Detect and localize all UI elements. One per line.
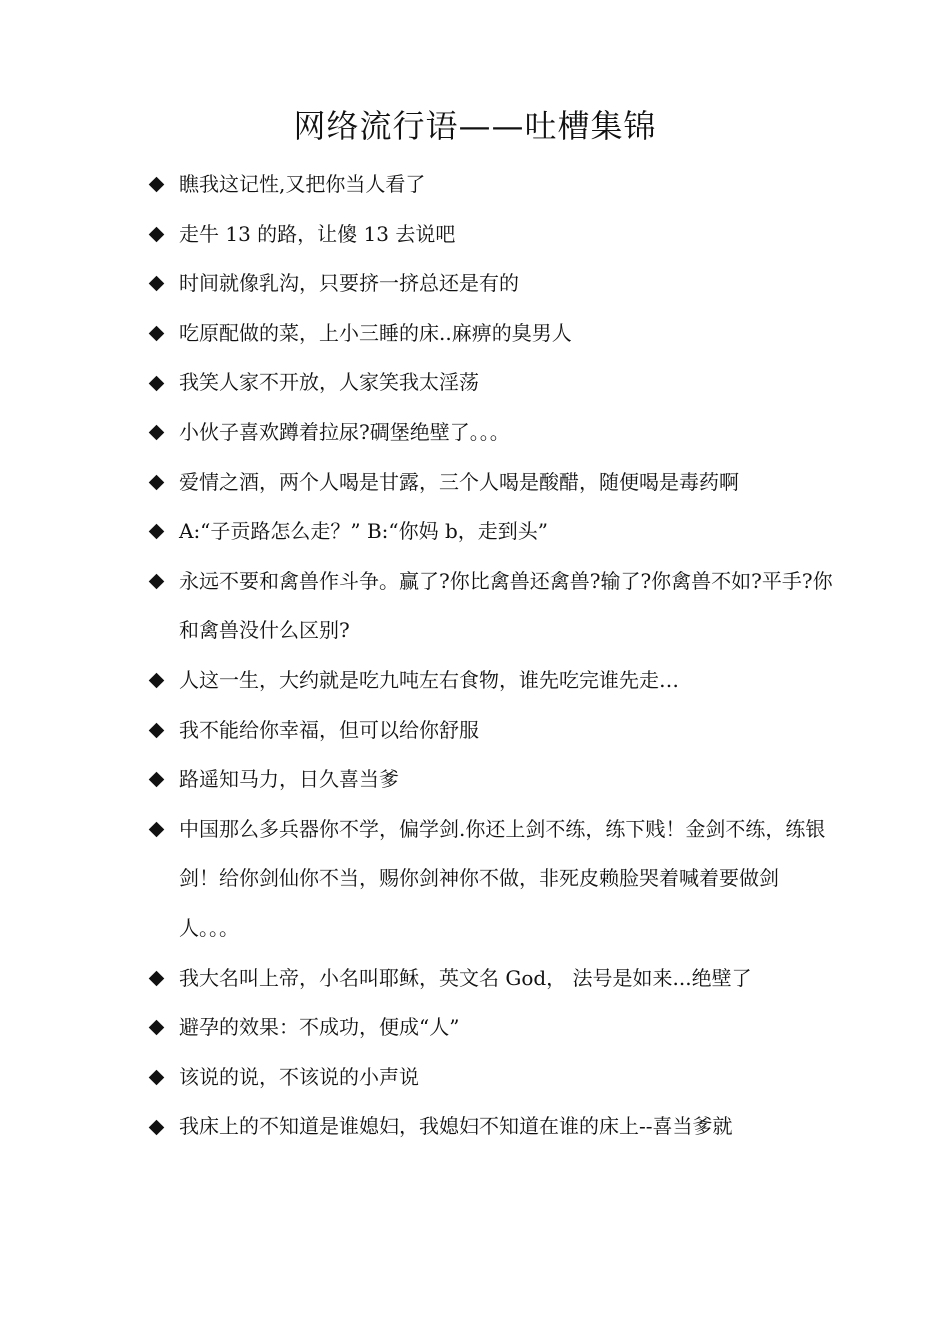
diamond-bullet-icon (146, 408, 166, 458)
diamond-bullet-icon (146, 358, 166, 408)
list-item (146, 1003, 836, 1053)
diamond-bullet-icon (146, 309, 166, 359)
list-item (146, 557, 836, 656)
list-item (146, 706, 836, 756)
list-item (146, 309, 836, 359)
diamond-bullet-icon (146, 805, 166, 855)
list-item-text: 爱情之酒，两个人喝是甘露，三个人喝是酸醋，随便喝是毒药啊 (179, 469, 739, 494)
diamond-bullet-icon (146, 706, 166, 756)
list-item-text: 我床上的不知道是谁媳妇，我媳妇不知道在谁的床上--喜当爹就 (179, 1114, 733, 1139)
diamond-bullet-icon (146, 755, 166, 805)
list-item-text: 瞧我这记性,又把你当人看了 (179, 172, 426, 196)
diamond-bullet-icon (146, 507, 166, 557)
list-item-text: 吃原配做的菜，上小三睡的床..麻痹的臭男人 (179, 320, 572, 345)
list-item-text: 时间就像乳沟，只要挤一挤总还是有的 (179, 271, 519, 296)
diamond-bullet-icon (146, 656, 166, 706)
list-item (146, 408, 836, 458)
list-item-text: 该说的说，不该说的小声说 (179, 1064, 419, 1089)
diamond-bullet-icon (146, 954, 166, 1004)
list-item-text: 走牛 13 的路，让傻 13 去说吧 (179, 221, 456, 246)
list-item-text: 人这一生，大约就是吃九吨左右食物，谁先吃完谁先走… (179, 667, 679, 692)
list-item (146, 358, 836, 408)
list-item-text: 中国那么多兵器你不学，偏学剑.你还上剑不练，练下贱！金剑不练，练银剑！给你剑仙你不当，赐你剑神你不做，非死皮赖脸哭着喊着要做剑人。。。 (179, 816, 826, 940)
diamond-bullet-icon (146, 1102, 166, 1152)
list-item (146, 954, 836, 1004)
list-item (146, 210, 836, 260)
list-item (146, 1053, 836, 1103)
list-item-text: 我笑人家不开放，人家笑我太淫荡 (179, 370, 479, 395)
diamond-bullet-icon (146, 1053, 166, 1103)
list-item (146, 259, 836, 309)
list-item-text: 我不能给你幸福，但可以给你舒服 (179, 717, 479, 742)
list-item-text: 永远不要和禽兽作斗争。赢了?你比禽兽还禽兽?输了?你禽兽不如?平手?你和禽兽没什么区别? (179, 568, 833, 643)
diamond-bullet-icon (146, 259, 166, 309)
list-item (146, 160, 836, 210)
quote-list (146, 160, 836, 1152)
list-item-text: 小伙子喜欢蹲着拉尿?碉堡绝壁了。。。 (179, 419, 510, 444)
diamond-bullet-icon (146, 160, 166, 210)
list-item (146, 805, 836, 954)
diamond-bullet-icon (146, 557, 166, 607)
list-item (146, 507, 836, 557)
list-item-text: 避孕的效果：不成功，便成“人” (179, 1015, 460, 1040)
list-item-text: 路遥知马力，日久喜当爹 (179, 767, 399, 792)
diamond-bullet-icon (146, 210, 166, 260)
list-item (146, 656, 836, 706)
list-item (146, 755, 836, 805)
list-item-text: 我大名叫上帝，小名叫耶稣，英文名 God， 法号是如来...绝壁了 (179, 965, 752, 990)
diamond-bullet-icon (146, 458, 166, 508)
page-title: 网络流行语——吐槽集锦 (293, 107, 657, 145)
list-item (146, 458, 836, 508)
diamond-bullet-icon (146, 1003, 166, 1053)
list-item (146, 1102, 836, 1152)
list-item-text: A:“子贡路怎么走？” B:“你妈 b，走到头” (179, 519, 549, 544)
